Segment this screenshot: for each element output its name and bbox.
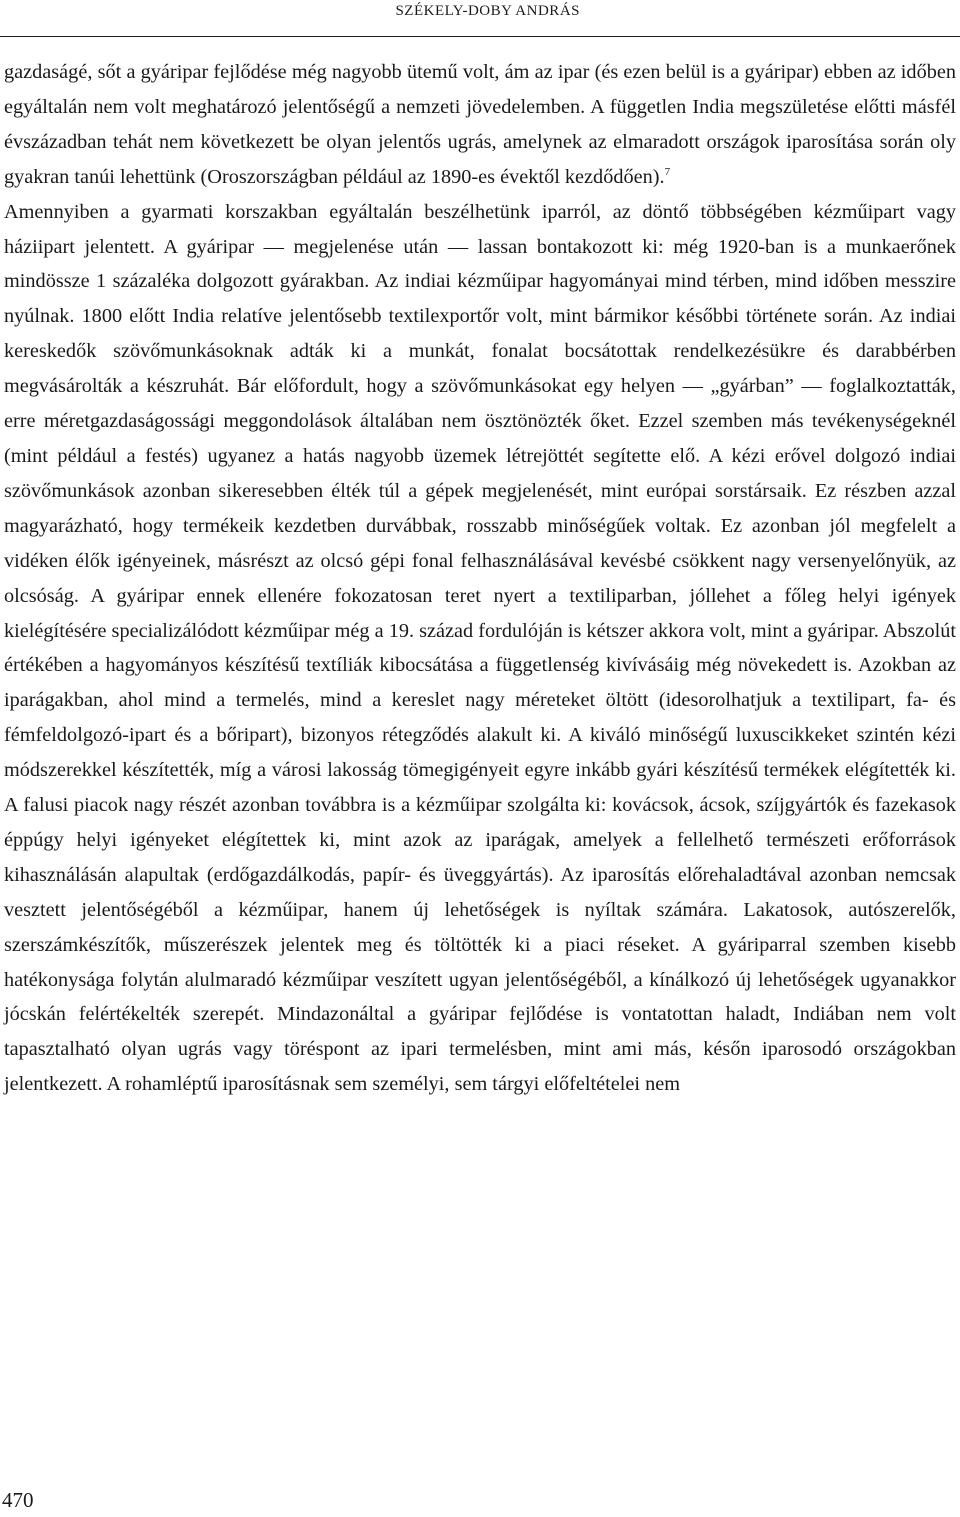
body-text xyxy=(4,55,956,1102)
running-head-author: SZÉKELY-DOBY ANDRÁS xyxy=(395,3,580,19)
paragraph xyxy=(4,55,956,195)
paragraph-text: Amennyiben a gyarmati korszakban egyáltalán beszélhetünk iparról, az döntő többségében kézműipart vagy háziipart jelentett. A gyáripar — megjelenése után — lassan bontakozott ki: még 1920-ban is a munkaerőnek mindössze 1 százaléka dolgozott gyárakban. Az indiai kézműipar hagyományai mind térben, mind időben messzire nyúlnak. 1800 előtt India relatíve jelentősebb textilexportőr volt, mint bármikor későbbi története során. Az indiai kereskedők szövőmunkásoknak adták ki a munkát, fonalat bocsátottak rendelkezésükre és darabbérben megvásárolták a készruhát. Bár előfordult, hogy a szövőmunkásokat egy helyen — „gyárban” — foglalkoztatták, erre méretgazdaságossági meggondolások általában nem ösztönözték őket. Ezzel szemben más tevékenységeknél (mint például a festés) ugyanez a hatás nagyobb üzemek létrejöttét segítette elő. A kézi erővel dolgozó indiai szövőmunkások azonban sikeresebben élték túl a gépek megjelenését, mint európai sorstársaik. Ez részben azzal magyarázható, hogy termékeik kezdetben durvábbak, rosszabb minőségűek voltak. Ez azonban jól megfelelt a vidéken élők igényeinek, másrészt az olcsó gépi fonal felhasználásával kevésbé csökkent nagy versenyelőnyük, az olcsóság. A gyáripar ennek ellenére fokozatosan teret nyert a textiliparban, jóllehet a főleg helyi igények kielégítésére specializálódott kézműipar még a 19. század fordulóján is kétszer akkora volt, mint a gyáripar. Abszolút értékében a hagyományos készítésű textíliák kibocsátása a függetlenség kivívásáig még növekedett is. Azokban az iparágakban, ahol mind a termelés, mind a kereslet nagy méreteket öltött (idesorolhatjuk a textilipart, fa- és fémfeldolgozó-ipart és a bőripart), bizonyos rétegződés alakult ki. A kiváló minőségű luxuscikkeket szintén kézi módszerekkel készítették, míg a városi lakosság tömegigényeit egyre inkább gyári készítésű termékek elégítették ki. A falusi piacok nagy részét azonban továbbra is a kézműipar szolgálta ki: kovácsok, ácsok, szíjgyártók és fazekasok éppúgy helyi igényeket elégítettek ki, mint azok az iparágak, amelyek a fellelhető természeti erőforrások kihasználásán alapultak (erdőgazdálkodás, papír- és üveggyártás). Az iparosítás előrehaladtával azonban nemcsak vesztett jelentőségéből a kézműipar, hanem új lehetőségek is nyíltak számára. Lakatosok, autószerelők, szerszámkészítők, műszerészek jelentek meg és töltötték ki a piaci réseket. A gyáriparral szemben kisebb hatékonysága folytán alulmaradó kézműipar veszített ugyan jelentőségéből, a kínálkozó új lehetőségek ugyanakkor jócskán felértékelték szerepét. Mindazonáltal a gyáripar fejlődése is vontatottan haladt, Indiában nem volt tapasztalható olyan ugrás vagy töréspont az ipari termelésben, mint ami más, későn iparosodó országokban jelentkezett. A rohamléptű iparosításnak sem személyi, sem tárgyi előfeltételei nem xyxy=(4,200,956,1096)
footnote-reference[interactable]: 7 xyxy=(664,165,671,178)
paragraph-text: gazdaságé, sőt a gyáripar fejlődése még nagyobb ütemű volt, ám az ipar (és ezen belül is a gyáripar) ebben az időben egyáltalán nem volt meghatározó jelentőségű a nemzeti jövedelemben. A független India megszületése előtti másfél évszázadban tehát nem következett be olyan jelentős ugrás, amelynek az elmaradott országok iparosítása során oly gyakran tanúi lehettünk (Oroszországban például az 1890-es évektől kezdődően). xyxy=(4,61,956,188)
header-rule xyxy=(0,36,960,37)
page-number: 470 xyxy=(2,1488,34,1512)
paragraph xyxy=(4,195,956,1103)
